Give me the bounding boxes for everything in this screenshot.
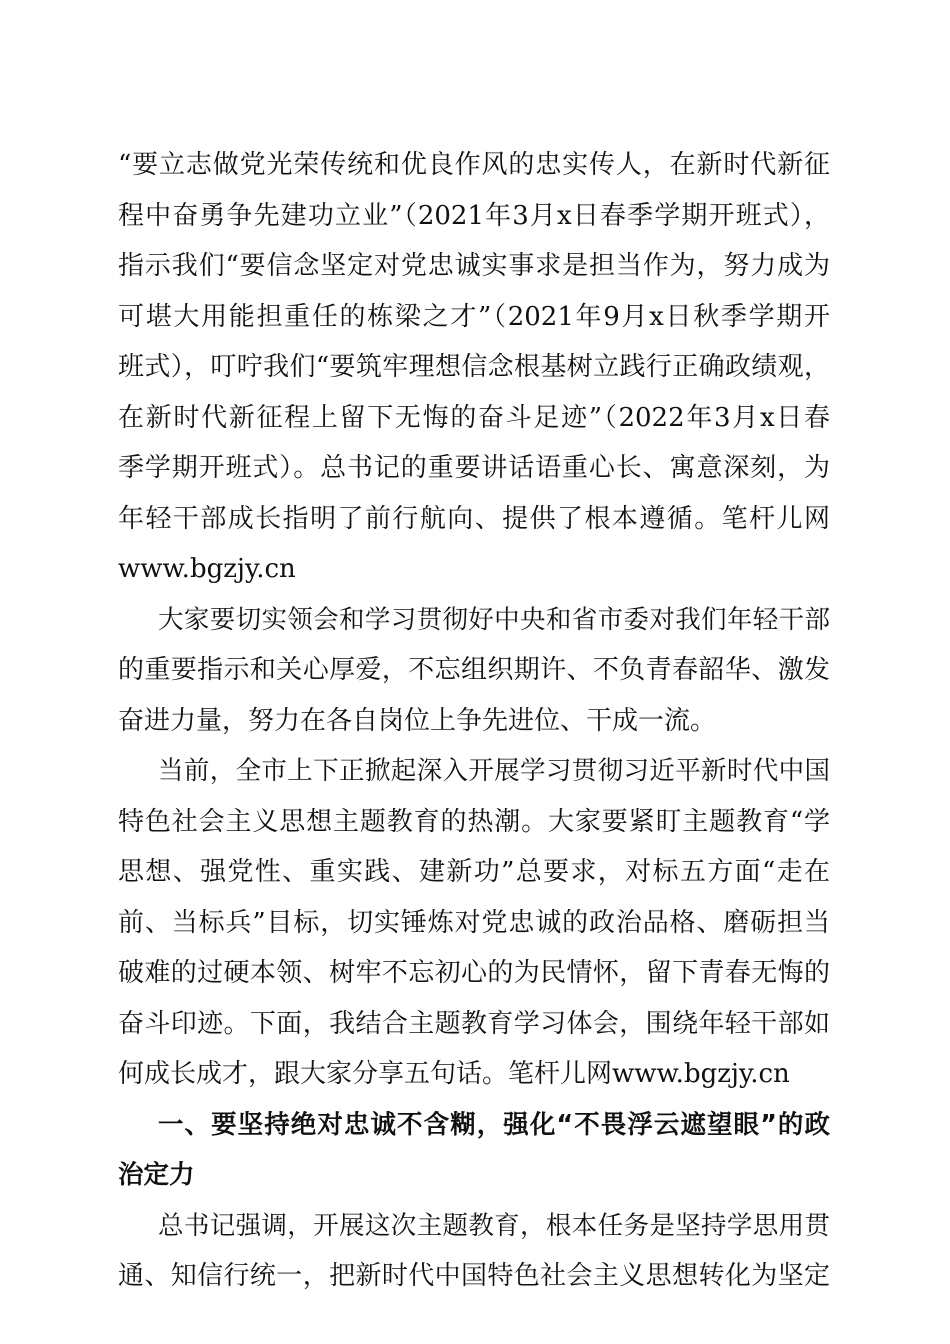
text-line: 通、知信行统一，把新时代中国特色社会主义思想转化为坚定	[118, 1261, 830, 1291]
paragraph-current	[118, 746, 830, 1100]
text-line: 当前，全市上下正掀起深入开展学习贯彻习近平新时代中国	[158, 756, 830, 786]
text-line: 思想、强党性、重实践、建新功”总要求，对标五方面“走在	[118, 857, 830, 887]
text-line: 指示我们“要信念坚定对党忠诚实事求是担当作为，努力成为	[118, 251, 830, 281]
text-line: 年轻干部成长指明了前行航向、提供了根本遵循。笔杆儿网	[118, 503, 830, 534]
text-line: 可堪大用能担重任的栋梁之才”（2021年9月x日秋季学期开	[118, 301, 830, 332]
text-line: 奋斗印迹。下面，我结合主题教育学习体会，围绕年轻干部如	[118, 1008, 830, 1039]
paragraph-section-body	[118, 1201, 830, 1302]
text-line: 总书记强调，开展这次主题教育，根本任务是坚持学思用贯	[158, 1210, 830, 1241]
text-line: 大家要切实领会和学习贯彻好中央和省市委对我们年轻干部	[158, 604, 830, 635]
text-line: 的重要指示和关心厚爱，不忘组织期许、不负青春韶华、激发	[118, 655, 830, 685]
text-line: 季学期开班式）。总书记的重要讲话语重心长、寓意深刻，为	[118, 453, 830, 483]
text-line: 破难的过硬本领、树牢不忘初心的为民情怀，留下青春无悔的	[118, 958, 830, 988]
text-line: “要立志做党光荣传统和优良作风的忠实传人，在新时代新征	[118, 150, 830, 180]
text-line: 奋进力量，努力在各自岗位上争先进位、干成一流。	[118, 705, 717, 736]
text-line: 特色社会主义思想主题教育的热潮。大家要紧盯主题教育“学	[118, 806, 830, 837]
text-line: 班式），叮咛我们“要筑牢理想信念根基树立践行正确政绩观，	[118, 352, 830, 382]
text-line: www.bgzjy.cn	[118, 554, 296, 584]
section-heading	[118, 1100, 830, 1201]
heading-line: 治定力	[118, 1160, 195, 1190]
document-body	[118, 140, 830, 1302]
paragraph-quotes	[118, 140, 830, 595]
paragraph-study	[118, 595, 830, 747]
heading-line: 一、要坚持绝对忠诚不含糊，强化“不畏浮云遮望眼”的政	[158, 1109, 830, 1140]
text-line: 何成长成才，跟大家分享五句话。笔杆儿网www.bgzjy.cn	[118, 1059, 790, 1089]
text-line: 程中奋勇争先建功立业”（2021年3月x日春季学期开班式），	[118, 200, 830, 231]
text-line: 前、当标兵”目标，切实锤炼对党忠诚的政治品格、磨砺担当	[118, 907, 830, 938]
text-line: 在新时代新征程上留下无悔的奋斗足迹”（2022年3月x日春	[118, 402, 830, 433]
